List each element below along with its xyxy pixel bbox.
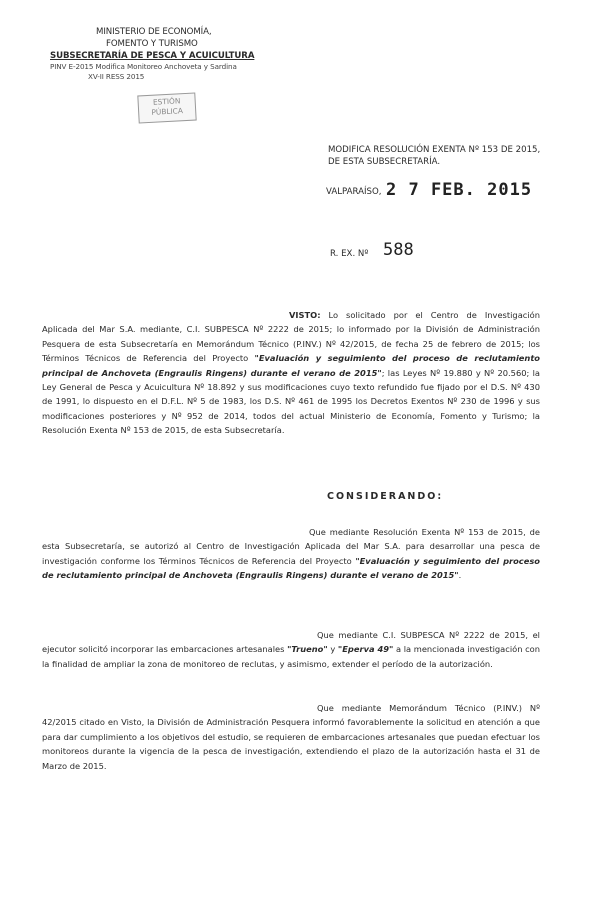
c1-text-1: Que mediante Resolución Exenta Nº 153 de 2015, de esta Subsecretaría, se autorizó al Centro de Investigación Aplicada del Mar S.A. para desarrollar una pesca de investigación conforme los Términos Técnicos de Referencia del Proyecto: [42, 527, 540, 566]
c1-text-2: .: [458, 570, 462, 581]
date-label: VALPARAÍSO,: [326, 187, 382, 197]
visto-text-1: Lo solicitado por el Centro de Investigación Aplicada del Mar S.A. mediante, C.I. SUBPESCA Nº 2222 de 2015; lo informado por la División de Administración Pesquera de esta Subsecretaría en Memorándum Técnico (P.INV.) Nº 42/2015, de fecha 25 de febrero de 2015; los Términos Técnicos de Referencia del Proyecto: [42, 310, 540, 364]
stamp-line-1: ESTIÓN: [152, 96, 181, 107]
file-reference-line-2: XV-II RESS 2015: [88, 72, 145, 81]
resolution-number: 588: [383, 240, 414, 260]
resolution-number-label: R. EX. Nº: [330, 249, 369, 259]
visto-text-2: ; las Leyes Nº 19.880 y Nº 20.560; la Ley General de Pesca y Acuicultura Nº 18.892 y sus modificaciones cuyo texto refundido fue fijado por el D.S. Nº 430 de 1991, lo dispuesto en el D.F.L. Nº 5 de 1983, los D.S. Nº 461 de 1995 los Decretos Exentos Nº 230 de 1996 y sus modificaciones posteriores y Nº 952 de 2014, todos del actual Ministerio de Economía, Fomento y Turismo; la Resolución Exenta Nº 153 de 2015, de esta Subsecretaría.: [42, 367, 540, 436]
considerando-paragraph-1: [42, 525, 540, 583]
date-stamp: 2 7 FEB. 2015: [386, 180, 533, 200]
c2-text-2: a la mencionada investigación con la finalidad de ampliar la zona de monitoreo de reclutas, y asimismo, extender el período de la autorización.: [42, 644, 541, 669]
c2-text-1: Que mediante C.I. SUBPESCA Nº 2222 de 2015, el ejecutor solicitó incorporar las embarcaciones artesanales: [42, 630, 540, 655]
visto-label: VISTO:: [289, 310, 321, 320]
c1-project-title: "Evaluación y seguimiento del proceso de reclutamiento principal de Anchoveta (Engraulis Ringens) durante el verano de 2015": [42, 555, 540, 581]
ministry-line-2: FOMENTO Y TURISMO: [106, 39, 198, 49]
considerando-paragraph-2: [42, 628, 540, 671]
subject-line-1: MODIFICA RESOLUCIÓN EXENTA Nº 153 DE 2015,: [328, 145, 541, 155]
c2-and: y: [327, 644, 338, 655]
ministry-line: MINISTERIO DE ECONOMÍA,: [96, 27, 212, 37]
file-reference-line: PINV E-2015 Modifica Monitoreo Anchoveta y Sardina: [50, 62, 237, 71]
c2-boat-2: "Eperva 49": [337, 644, 394, 655]
resolution-subject: [328, 144, 568, 168]
visto-paragraph: [42, 308, 540, 438]
c2-boat-1: "Trueno": [287, 644, 328, 655]
considerando-paragraph-3: Que mediante Memorándum Técnico (P.INV.) Nº 42/2015 citado en Visto, la División de Administración Pesquera informó favorablemente la solicitud en atención a que para dar cumplimiento a los objetivos del estudio, se requieren de embarcaciones artesanales que puedan efectuar los monitoreos durante la vigencia de la pesca de investigación, extendiendo el plazo de la autorización hasta el 31 de Marzo de 2015.: [42, 703, 540, 771]
office-stamp: [137, 93, 196, 124]
considerando-heading: CONSIDERANDO:: [327, 491, 444, 502]
institution-header: [50, 26, 270, 82]
project-title: "Evaluación y seguimiento del proceso de reclutamiento principal de Anchoveta (Engraulis Ringens) durante el verano de 2015": [42, 353, 540, 378]
stamp-line-2: PÚBLICA: [151, 106, 184, 117]
subsecretaria-line: SUBSECRETARÍA DE PESCA Y ACUICULTURA: [50, 51, 255, 61]
subject-line-2: DE ESTA SUBSECRETARÍA.: [328, 157, 441, 167]
